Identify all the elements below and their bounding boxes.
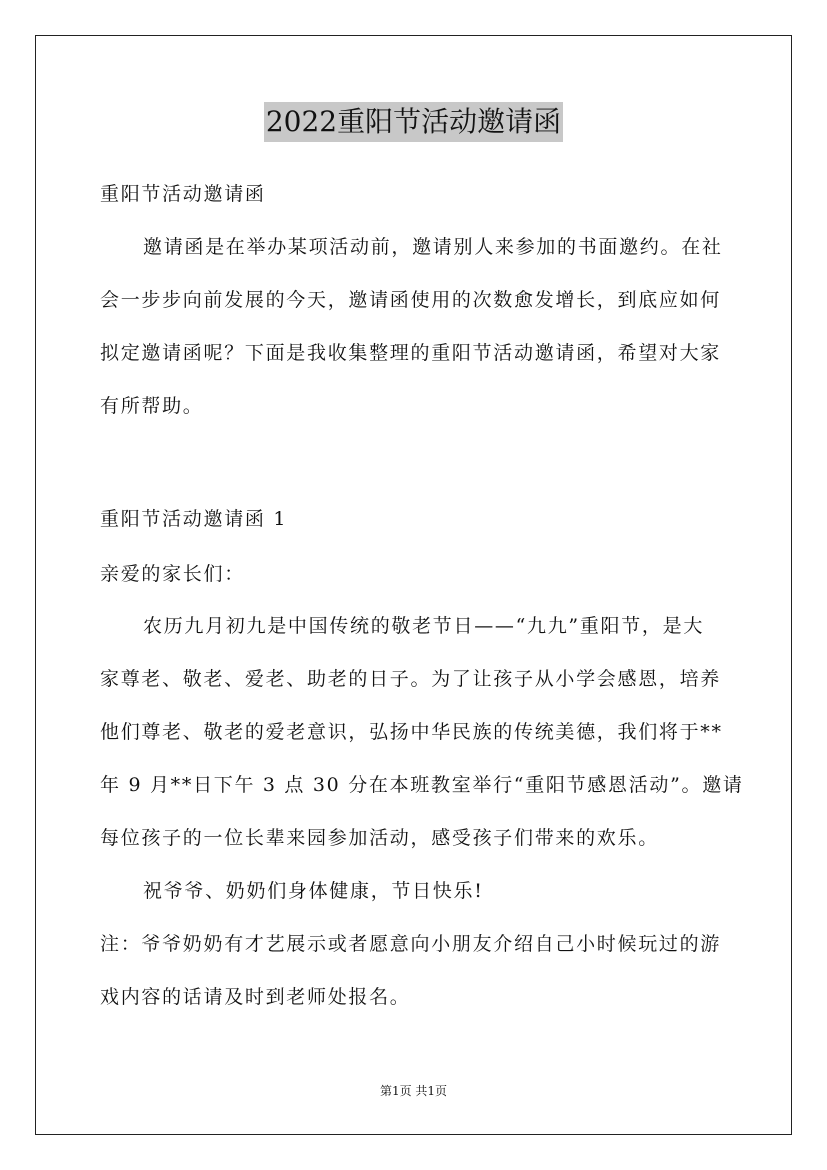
document-heading: 重阳节活动邀请函: [100, 183, 266, 205]
body-line: 每位孩子的一位长辈来园参加活动，感受孩子们带来的欢乐。: [100, 827, 659, 849]
intro-line: 会一步步向前发展的今天，邀请函使用的次数愈发增长，到底应如何: [100, 289, 722, 311]
note-line: 注：爷爷奶奶有才艺展示或者愿意向小朋友介绍自己小时候玩过的游: [100, 933, 722, 955]
body-line: 他们尊老、敬老的爱老意识，弘扬中华民族的传统美德，我们将于**: [100, 721, 723, 743]
salutation: 亲爱的家长们：: [100, 563, 245, 585]
section-title: 重阳节活动邀请函 1: [100, 508, 288, 530]
intro-line: 拟定邀请函呢？下面是我收集整理的重阳节活动邀请函，希望对大家: [100, 342, 722, 364]
body-line: 家尊老、敬老、爱老、助老的日子。为了让孩子从小学会感恩，培养: [100, 668, 722, 690]
title-container: [0, 102, 827, 142]
page-number-footer: 第1页 共1页: [379, 1084, 448, 1098]
intro-line: 有所帮助。: [100, 395, 204, 417]
body-line: 农历九月初九是中国传统的敬老节日——“九九”重阳节，是大: [143, 615, 705, 637]
body-line: 年 9 月**日下午 3 点 30 分在本班教室举行“重阳节感恩活动”。邀请: [100, 774, 744, 796]
wish-line: 祝爷爷、奶奶们身体健康，节日快乐!: [143, 880, 484, 902]
document-title: 2022重阳节活动邀请函: [264, 102, 563, 142]
note-line: 戏内容的话请及时到老师处报名。: [100, 986, 411, 1008]
intro-line: 邀请函是在举办某项活动前，邀请别人来参加的书面邀约。在社: [143, 236, 723, 258]
